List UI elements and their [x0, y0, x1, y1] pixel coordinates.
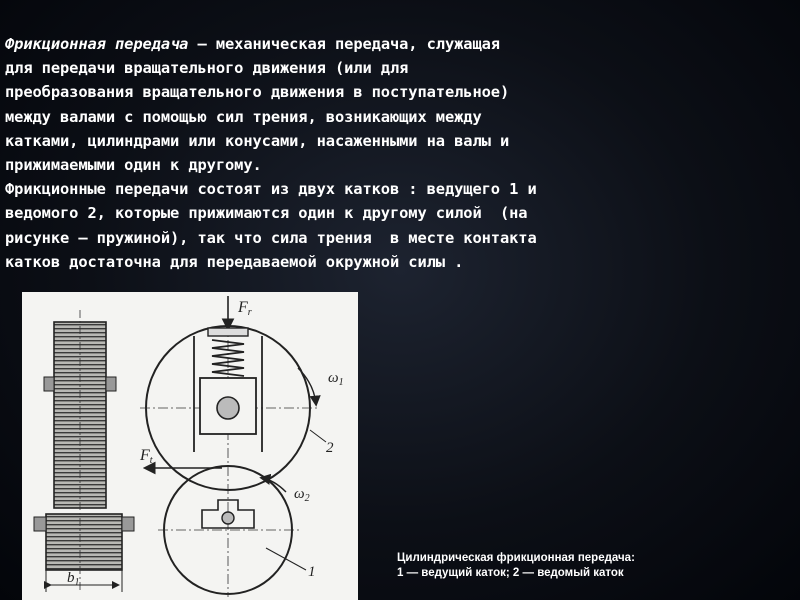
- omega2-label: $\omega_2$: [294, 486, 310, 504]
- composition-line: рисунке – пружиной), так что сила трения в месте контакта: [5, 228, 537, 247]
- roller-driving-label: 1: [308, 564, 316, 580]
- front-view: [139, 296, 344, 597]
- shaft-driven: [217, 397, 239, 419]
- definition-line: между валами с помощью сил трения, возникающих между: [5, 107, 482, 126]
- friction-drive-figure: [22, 292, 358, 600]
- roller-driven-label: 2: [326, 440, 334, 456]
- shaft-driving: [222, 512, 234, 524]
- definition-line: для передачи вращательного движения (или для: [5, 59, 409, 78]
- figure-caption: [397, 551, 727, 581]
- caption-line: Цилиндрическая фрикционная передача:: [397, 552, 635, 564]
- definition-first-line: [5, 32, 795, 56]
- definition-line: преобразования вращательного движения в поступательное): [5, 83, 510, 102]
- definition-first-line-rest: – механическая передача, служащая: [188, 35, 500, 53]
- composition-line: ведомого 2, которые прижимаются один к другому силой (на: [5, 204, 528, 223]
- friction-drive-drawing: [22, 292, 358, 600]
- caption-line: 1 — ведущий каток; 2 — ведомый каток: [397, 567, 624, 579]
- spring: [212, 340, 244, 376]
- width-label: $b_1$: [67, 570, 80, 588]
- slide-text: [5, 32, 795, 274]
- composition-line: катков достаточна для передаваемой окружной силы .: [5, 252, 464, 271]
- definition-line: прижимаемыми один к другому.: [5, 156, 262, 175]
- side-view-roller-driving: [46, 514, 122, 570]
- force-radial-label: Fr: [238, 299, 252, 318]
- friction-force-label: Ft: [140, 447, 153, 466]
- omega1-label: $\omega_1$: [328, 370, 344, 388]
- composition-line: Фрикционные передачи состоят из двух катков : ведущего 1 и: [5, 180, 537, 199]
- side-view: [34, 310, 134, 592]
- definition-line: катками, цилиндрами или конусами, насаженными на валы и: [5, 131, 510, 150]
- definition-term: Фрикционная передача: [5, 35, 189, 53]
